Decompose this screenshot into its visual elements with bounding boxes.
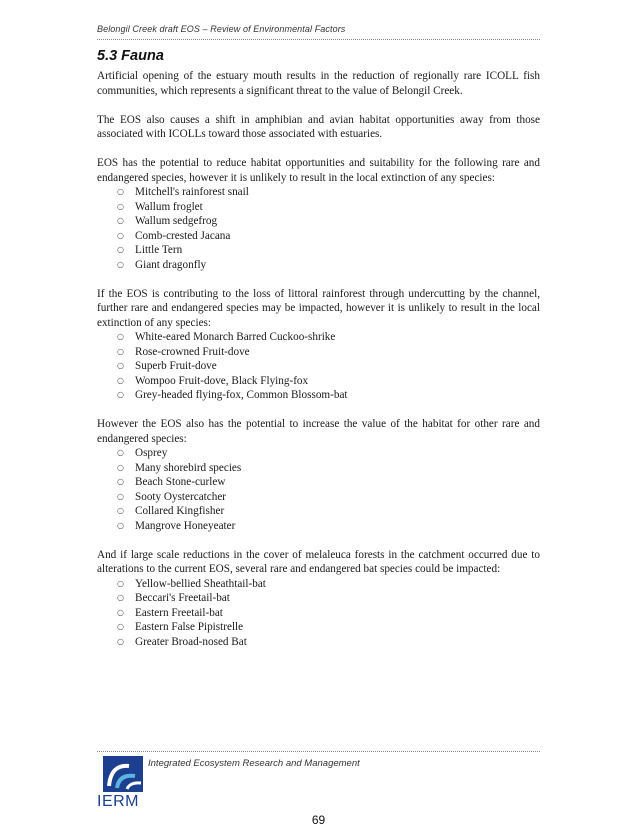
bullet-icon: ○ <box>117 187 124 196</box>
bullet-icon: ○ <box>117 506 124 515</box>
bullet-icon: ○ <box>117 346 124 356</box>
list-item <box>97 577 540 592</box>
species-list-3 <box>97 446 540 533</box>
list-item-text: Comb-crested Jacana <box>135 229 231 242</box>
list-item-text: Superb Fruit-dove <box>135 360 217 372</box>
footer-rule <box>97 751 540 752</box>
list-item <box>97 635 540 650</box>
list-item-text: Beach Stone-curlew <box>135 476 226 488</box>
list-item <box>97 214 540 229</box>
bullet-icon: ○ <box>117 216 124 225</box>
bullet-icon: ○ <box>117 520 124 530</box>
list-item <box>97 490 540 505</box>
list-item <box>97 388 540 403</box>
list-item-text: Grey-headed flying-fox, Common Blossom-bat <box>135 389 348 401</box>
list-item-text: Sooty Oystercatcher <box>135 490 227 503</box>
list-item <box>97 185 540 200</box>
bullet-icon: ○ <box>117 375 124 385</box>
list-item-text: Mangrove Honeyeater <box>135 519 236 532</box>
list-item-text: Many shorebird species <box>135 461 242 474</box>
species-list-2 <box>97 330 540 403</box>
list-item-text: Beccari's Freetail-bat <box>135 592 230 604</box>
list-item <box>97 606 540 621</box>
list-item <box>97 620 540 635</box>
bullet-icon: ○ <box>117 636 124 646</box>
section-title: 5.3 Fauna <box>97 48 164 64</box>
bullet-icon: ○ <box>117 477 124 486</box>
list-item <box>97 461 540 476</box>
bullet-icon: ○ <box>117 462 124 472</box>
paragraph-1: Artificial opening of the estuary mouth results in the reduction of regionally rare ICOLL fish communities, which represents a significant threat to the value of Belongil Creek. <box>97 70 540 97</box>
list-item-text: Rose-crowned Fruit-dove <box>135 345 250 358</box>
list-item <box>97 200 540 215</box>
list-item-text: Mitchell's rainforest snail <box>135 186 249 198</box>
list-item <box>97 446 540 461</box>
bullet-icon: ○ <box>117 201 124 211</box>
species-list-4 <box>97 577 540 650</box>
paragraph-3: EOS has the potential to reduce habitat opportunities and suitability for the following rare and endangered species, however it is unlikely to result in the local extinction of any species: <box>97 157 540 184</box>
paragraph-6: And if large scale reductions in the cover of melaleuca forests in the catchment occurred due to alterations to the current EOS, several rare and endangered bat species could be impacted: <box>97 548 540 575</box>
species-list-1 <box>97 185 540 272</box>
list-item <box>97 229 540 244</box>
list-item-text: Wallum froglet <box>135 200 203 213</box>
list-item <box>97 345 540 360</box>
list-item-text: Eastern Freetail-bat <box>135 606 223 619</box>
list-item <box>97 258 540 273</box>
list-item <box>97 504 540 519</box>
header-rule <box>97 39 540 40</box>
bullet-icon: ○ <box>117 622 124 631</box>
logo-text: IERM <box>97 793 139 810</box>
bullet-icon: ○ <box>117 332 124 341</box>
bullet-icon: ○ <box>117 259 124 269</box>
list-item-text: Eastern False Pipistrelle <box>135 621 244 633</box>
body-text <box>97 69 540 664</box>
list-item-text: Osprey <box>135 447 168 459</box>
list-item <box>97 374 540 389</box>
list-item <box>97 591 540 606</box>
bullet-icon: ○ <box>117 607 124 617</box>
bullet-icon: ○ <box>117 578 124 588</box>
bullet-icon: ○ <box>117 245 124 254</box>
bullet-icon: ○ <box>117 448 124 457</box>
bullet-icon: ○ <box>117 593 124 602</box>
running-header: Belongil Creek draft EOS – Review of Environmental Factors <box>97 24 346 34</box>
list-item <box>97 243 540 258</box>
bullet-icon: ○ <box>117 390 124 399</box>
page-number: 69 <box>311 813 326 827</box>
ierm-logo <box>97 756 141 816</box>
list-item-text: Little Tern <box>135 244 183 256</box>
footer-organization: Integrated Ecosystem Research and Management <box>148 758 360 769</box>
bullet-icon: ○ <box>117 230 124 240</box>
list-item-text: Collared Kingfisher <box>135 505 225 517</box>
paragraph-5: However the EOS also has the potential to increase the value of the habitat for other rare and endangered species: <box>97 418 540 445</box>
list-item-text: Wompoo Fruit-dove, Black Flying-fox <box>135 374 309 387</box>
list-item <box>97 359 540 374</box>
logo-mark <box>103 756 143 792</box>
wave-icon <box>103 756 143 792</box>
bullet-icon: ○ <box>117 361 124 370</box>
list-item <box>97 475 540 490</box>
list-item <box>97 519 540 534</box>
bullet-icon: ○ <box>117 491 124 501</box>
list-item-text: Yellow-bellied Sheathtail-bat <box>135 577 266 590</box>
list-item-text: Giant dragonfly <box>135 258 207 271</box>
paragraph-2: The EOS also causes a shift in amphibian and avian habitat opportunities away from those associated with ICOLLs toward those associated with estuaries. <box>97 113 540 140</box>
list-item-text: Wallum sedgefrog <box>135 215 218 227</box>
paragraph-4: If the EOS is contributing to the loss of littoral rainforest through undercutting by the channel, further rare and endangered species may be impacted, however it is unlikely to result in the local extinction of any species: <box>97 287 540 329</box>
list-item <box>97 330 540 345</box>
list-item-text: Greater Broad-nosed Bat <box>135 635 247 648</box>
list-item-text: White-eared Monarch Barred Cuckoo-shrike <box>135 331 336 343</box>
